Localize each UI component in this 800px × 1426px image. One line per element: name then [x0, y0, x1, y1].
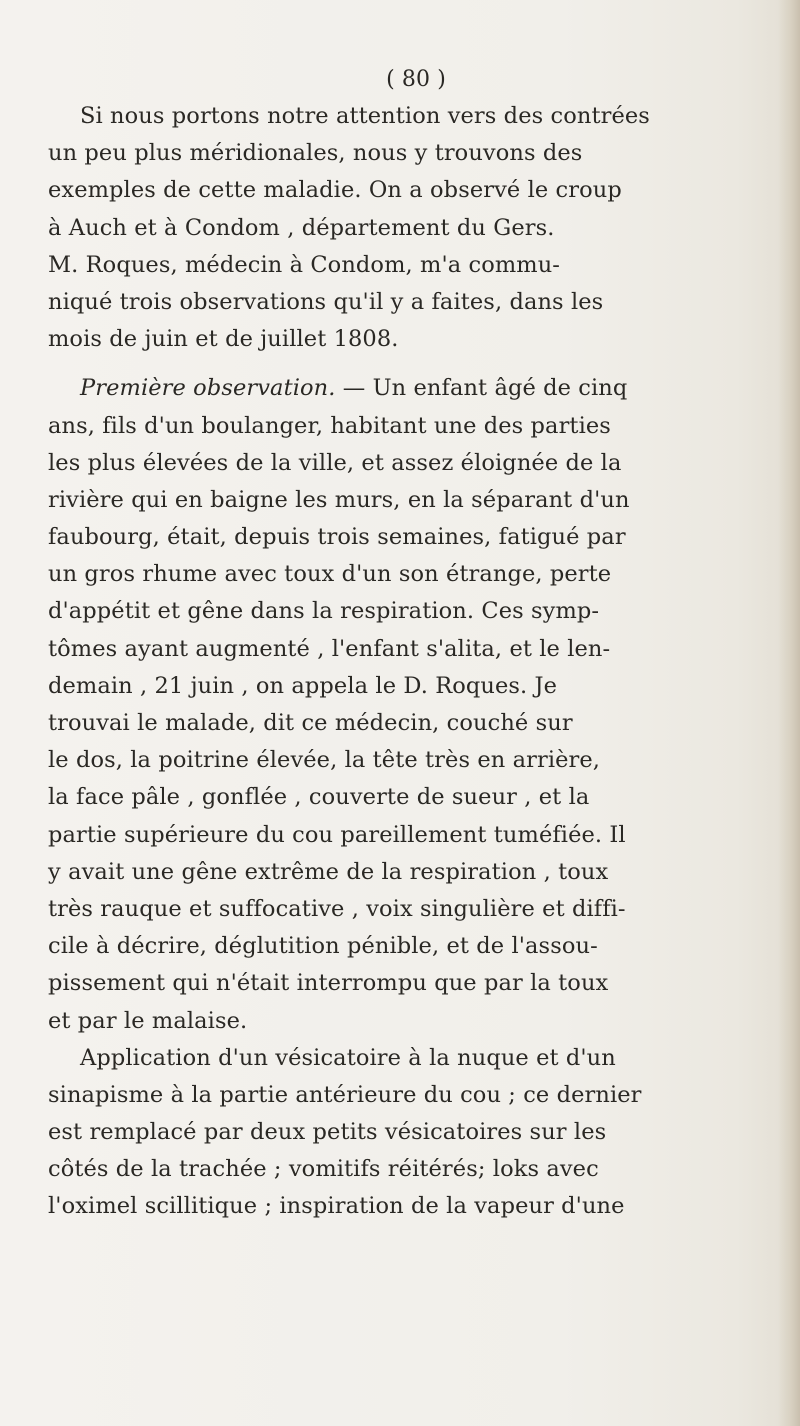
text-line — [48, 370, 788, 407]
text-line: partie supérieure du cou pareillement tuméfiée. Il — [48, 821, 626, 848]
text-line: la face pâle , gonflée , couverte de sueur , et la — [48, 784, 590, 811]
observation-heading: Première observation. — [80, 375, 336, 402]
text-line: demain , 21 juin , on appela le D. Roques. Je — [48, 672, 558, 699]
text-line: Application d'un vésicatoire à la nuque et d'un — [80, 1044, 616, 1071]
text-line: rivière qui en baigne les murs, en la séparant d'un — [48, 486, 630, 513]
text-line: les plus élevées de la ville, et assez éloignée de la — [48, 449, 622, 476]
page-text — [48, 62, 788, 1226]
text-line: est remplacé par deux petits vésicatoires sur les — [48, 1119, 607, 1146]
text-line: Si nous portons notre attention vers des contrées — [80, 103, 650, 129]
text-line: cile à décrire, déglutition pénible, et de l'assou- — [48, 933, 598, 960]
text-line: le dos, la poitrine élevée, la tête très en arrière, — [48, 747, 601, 774]
text-line: sinapisme à la partie antérieure du cou ; ce dernier — [48, 1081, 642, 1108]
paragraph-gap — [48, 358, 788, 370]
text-line: l'oximel scillitique ; inspiration de la vapeur d'une — [48, 1193, 625, 1220]
text-line: un peu plus méridionales, nous y trouvons des — [48, 140, 583, 167]
text-line: mois de juin et de juillet 1808. — [48, 326, 399, 353]
text-line: trouvai le malade, dit ce médecin, couché sur — [48, 710, 573, 736]
text-line: d'appétit et gêne dans la respiration. Ces symp- — [48, 598, 600, 625]
paragraph-2 — [48, 370, 788, 1039]
text-line: très rauque et suffocative , voix singulière et diffi- — [48, 895, 626, 922]
text-fragment: — Un enfant âgé de cinq — [335, 375, 628, 402]
text-line: niqué trois observations qu'il y a faites, dans les — [48, 288, 604, 315]
text-line: côtés de la trachée ; vomitifs réitérés; loks avec — [48, 1156, 599, 1183]
text-line: ans, fils d'un boulanger, habitant une des parties — [48, 412, 611, 439]
paragraph-3 — [48, 1040, 788, 1226]
text-line: pissement qui n'était interrompu que par la toux — [48, 970, 609, 997]
text-line: et par le malaise. — [48, 1007, 248, 1034]
text-line: tômes ayant augmenté , l'enfant s'alita, et le len- — [48, 635, 611, 662]
text-line: faubourg, était, depuis trois semaines, fatigué par — [48, 524, 626, 551]
text-line: y avait une gêne extrême de la respiration , toux — [48, 858, 609, 885]
text-line: M. Roques, médecin à Condom, m'a commu- — [48, 251, 561, 278]
text-line: un gros rhume avec toux d'un son étrange, perte — [48, 561, 612, 588]
paragraph-1 — [48, 98, 788, 358]
text-line: à Auch et à Condom , département du Gers. — [48, 214, 555, 241]
page-number-header: ( 80 ) — [386, 67, 446, 92]
text-line: exemples de cette maladie. On a observé le croup — [48, 177, 622, 204]
